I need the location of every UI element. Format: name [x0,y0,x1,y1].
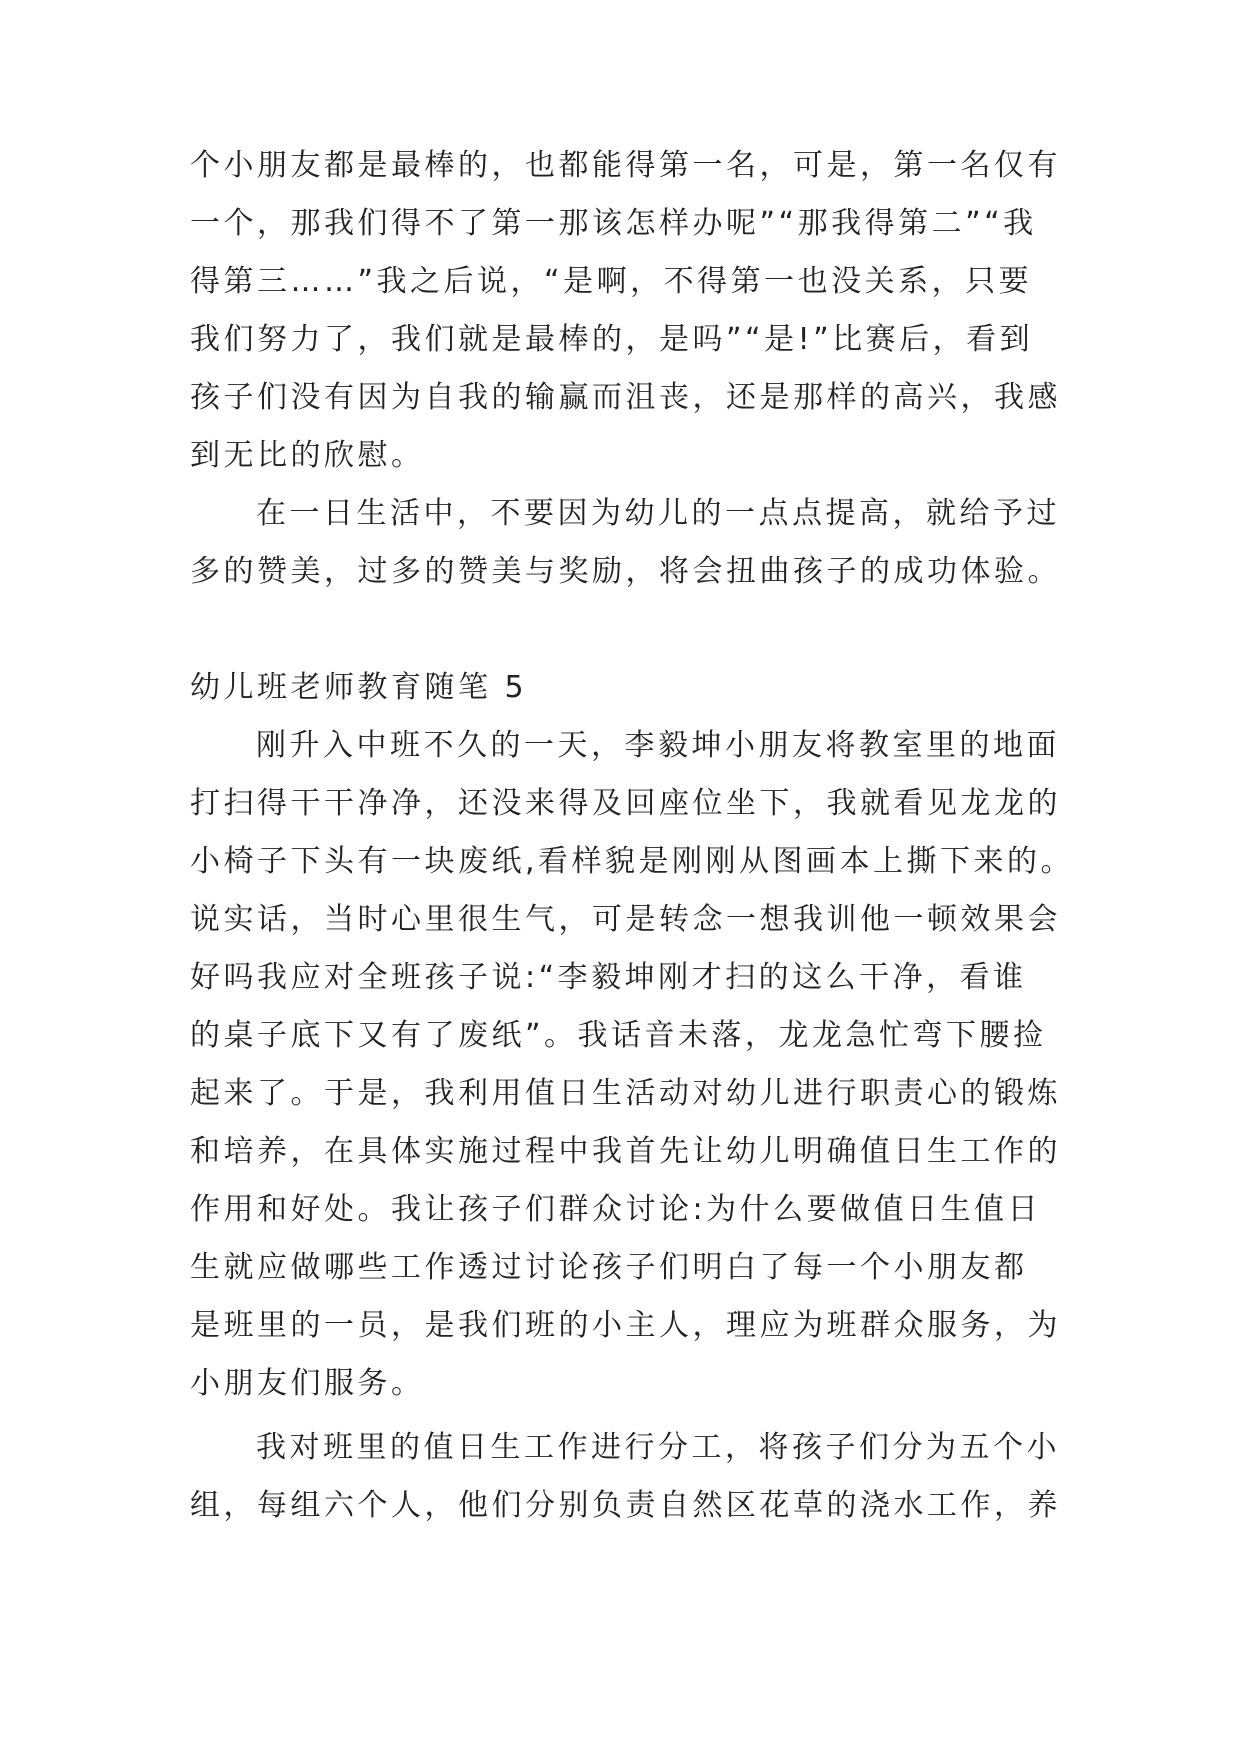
text-line: 组，每组六个人，他们分别负责自然区花草的浇水工作，养 [190,1488,1061,1523]
text-line: 好吗我应对全班孩子说:“李毅坤刚才扫的这么干净，看谁 [190,960,1027,995]
text-line: 生就应做哪些工作透过讨论孩子们明白了每一个小朋友都 [190,1250,1028,1285]
text-line: 我们努力了，我们就是最棒的，是吗”“是!”比赛后，看到 [190,322,1034,357]
text-line: 小椅子下头有一块废纸,看样貌是刚刚从图画本上撕下来的。 [190,844,1075,879]
paragraph-2 [190,485,1061,601]
text-line: 起来了。于是，我利用值日生活动对幼儿进行职责心的锻炼 [190,1076,1061,1111]
text-line: 小朋友们服务。 [190,1366,425,1401]
text-line: 在一日生活中，不要因为幼儿的一点点提高，就给予过 [256,496,1060,531]
text-line: 孩子们没有因为自我的输赢而沮丧，还是那样的高兴，我感 [190,380,1061,415]
text-line: 刚升入中班不久的一天，李毅坤小朋友将教室里的地面 [256,728,1060,763]
text-line: 我对班里的值日生工作进行分工，将孩子们分为五个小 [256,1430,1060,1465]
text-line: 个小朋友都是最棒的，也都能得第一名，可是，第一名仅有 [190,148,1061,183]
paragraph-3 [190,717,1075,1413]
paragraph-4 [190,1419,1061,1535]
text-line: 的桌子底下又有了废纸”。我话音未落，龙龙急忙弯下腰捡 [190,1018,1047,1053]
text-line: 打扫得干干净净，还没来得及回座位坐下，我就看见龙龙的 [190,786,1061,821]
text-line: 到无比的欣慰。 [190,438,425,473]
text-line: 一个，那我们得不了第一那该怎样办呢”“那我得第二”“我 [190,206,1037,241]
text-line: 是班里的一员，是我们班的小主人，理应为班群众服务，为 [190,1308,1061,1343]
text-line: 和培养，在具体实施过程中我首先让幼儿明确值日生工作的 [190,1134,1061,1169]
paragraph-1 [190,137,1061,485]
text-line: 作用和好处。我让孩子们群众讨论:为什么要做值日生值日 [190,1192,1042,1227]
section-heading: 幼儿班老师教育随笔 5 [190,670,528,705]
document-body [190,137,1075,1535]
text-line: 多的赞美，过多的赞美与奖励，将会扭曲孩子的成功体验。 [190,554,1061,589]
text-line: 得第三……”我之后说，“是啊，不得第一也没关系，只要 [190,264,1033,299]
text-line: 说实话，当时心里很生气，可是转念一想我训他一顿效果会 [190,902,1061,937]
